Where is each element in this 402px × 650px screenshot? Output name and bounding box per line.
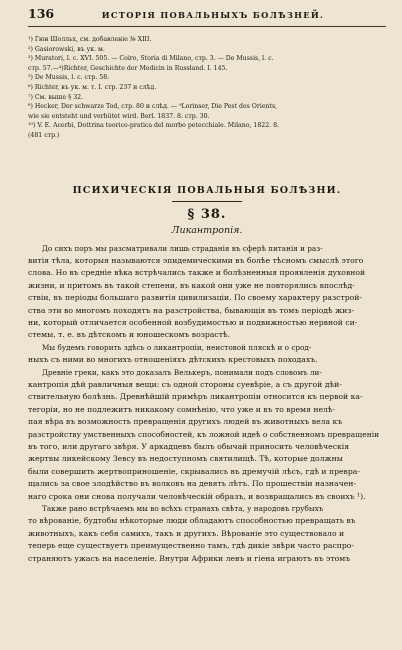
running-title: ИСТОРІЯ ПОВАЛЬНЫХЪ БОЛѢЗНЕЙ. [101, 10, 325, 20]
title-rule [172, 201, 242, 202]
text-line: животныхъ, какъ себя самихъ, такъ и другихъ. Вѣрованіе это существовало и [28, 528, 345, 538]
footnote: ⁵) De Mussis, l. c. стр. 58. [28, 74, 110, 82]
footnote: ⁶) Richter, въ ук. м. т. I. стр. 237 и слѣд. [28, 83, 157, 91]
text-line: ныхъ съ ними во многихъ отношеніяхъ дѣтскихъ крестовыхъ походахъ. [28, 355, 318, 365]
text-line: ни, который отличается особенной возбудимостью и подвижностью нервной си- [28, 317, 358, 327]
text-line: ства эти во многомъ походятъ на разстройства, бывающія въ томъ періодѣ жиз- [28, 305, 355, 315]
text-line: Также рано встрѣчаемъ мы во всѣхъ странахъ свѣта, у народовъ грубыхъ [42, 504, 324, 514]
text-line: До сихъ поръ мы разсматривали лишь страданія въ сферѣ питанія и раз- [42, 243, 323, 253]
footnote: ¹) Гюн Шолльх, см. добавленіе № XIII. [28, 36, 152, 43]
footnote: ³) Muratori, l. c. XVI. 505. — Coiro, Storia di Milano, стр. 3. — De Mussis, l. c. [28, 55, 274, 63]
text-line: жертвы ликейскому Зевсу въ недоступномъ святилищѣ. Тѣ, которые должны [28, 454, 343, 464]
text-line: разстройству умственныхъ способностей, къ ложной идеѣ о собственномъ превращеніи [28, 429, 380, 439]
footnote: ⁷) См. выше § 32. [28, 93, 84, 101]
text-line: витія тѣла, которыя называются эпидемическими въ болѣе тѣсномъ смыслѣ этого [28, 255, 364, 265]
text-line: пая вѣра въ возможность превращенія другихъ людей въ животныхъ вела къ [28, 417, 343, 427]
section-subtitle: Ликантропія. [171, 224, 243, 236]
footnote: (481 стр.) [28, 131, 60, 139]
footnote: ⁸) Hecker, Der schwarze Tod, стр. 80 и слѣд. — ⁹Lorinser, Die Pest des Orients, [28, 103, 278, 111]
text-line: щались за свое злодѣйство въ волковъ на девять лѣтъ. По прошествіи назначен- [28, 479, 356, 489]
text-line: ствительную болѣзнь. Древнѣйшій примѣръ ликантропіи относится къ первой ка- [28, 392, 363, 402]
text-line: тегоріи, но не подлежитъ никакому сомнѣнію, что уже и въ то время нелѣ- [28, 404, 336, 414]
text-line: стемы, т. е. въ дѣтскомъ и юношескомъ возрастѣ. [28, 330, 231, 340]
text-line: слова. Но въ средніе вѣка встрѣчались также и болѣзненныя проявленія духовной [28, 268, 366, 278]
footnote: wie sie entsteht und verhütet wird. Berl. 1837. 8. стр. 30. [28, 112, 210, 120]
page-number: 136 [28, 6, 55, 21]
text-line: въ того, или другаго звѣря. У аркадцевъ былъ обычай приносить человѣческія [28, 442, 350, 452]
section-number: § 38. [187, 206, 227, 222]
footnote: ²) Gasiorowski, въ ук. м. [28, 45, 105, 53]
body-text [28, 243, 386, 566]
text-line: Мы будемъ говорить здѣсь о ликантропіи, неистовой пляскѣ и о срод- [42, 342, 312, 352]
running-header [28, 6, 386, 27]
text-line: то вѣрованіе, будтобы нѣкоторые люди обладаютъ способностью превращать въ [28, 516, 356, 526]
text-line: были совершить жертвоприношеніе, скрывались въ дремучій лѣсъ, гдѣ и превра- [28, 466, 360, 476]
text-line: страняютъ ужасъ на населеніе. Внутри Африки левъ и гіена играютъ въ этомъ [28, 553, 351, 563]
section-title: ПСИХИЧЕСКІЯ ПОВАЛЬНЫЯ БОЛѢЗНИ. [72, 184, 342, 196]
footnotes [28, 35, 386, 141]
text-line: наго срока они снова получали человѣческій образъ, и возвращались въ своихъ ¹). [28, 491, 366, 501]
spacer [28, 141, 386, 185]
text-line: кантропія дѣй равличныя вещи: съ одной стороны суевѣріе, а съ другой дѣй- [28, 380, 342, 389]
text-line: ствіи, въ періоды большаго развитія цивилизаціи. По своему характеру разстрой- [28, 293, 362, 303]
footnote: ¹⁰) V. E. Acerbi, Dottrina teorico-pratica del morbo petecchiale. Milano, 1822. 8. [28, 122, 279, 130]
footnote: стр. 57.—⁴)Richter, Geschichte der Medicin in Russland. I. 145. [28, 64, 228, 72]
text-line: Древніе греки, какъ это доказалъ Велькеръ, понимали подъ словомъ ли- [42, 367, 322, 377]
text-line: жизни, и притомъ въ такой степени, въ какой они уже не повторялись впослѣд- [28, 280, 355, 290]
text-line: теперь еще существуетъ преимущественно тамъ, гдѣ дикіе звѣри часто распро- [28, 541, 355, 551]
